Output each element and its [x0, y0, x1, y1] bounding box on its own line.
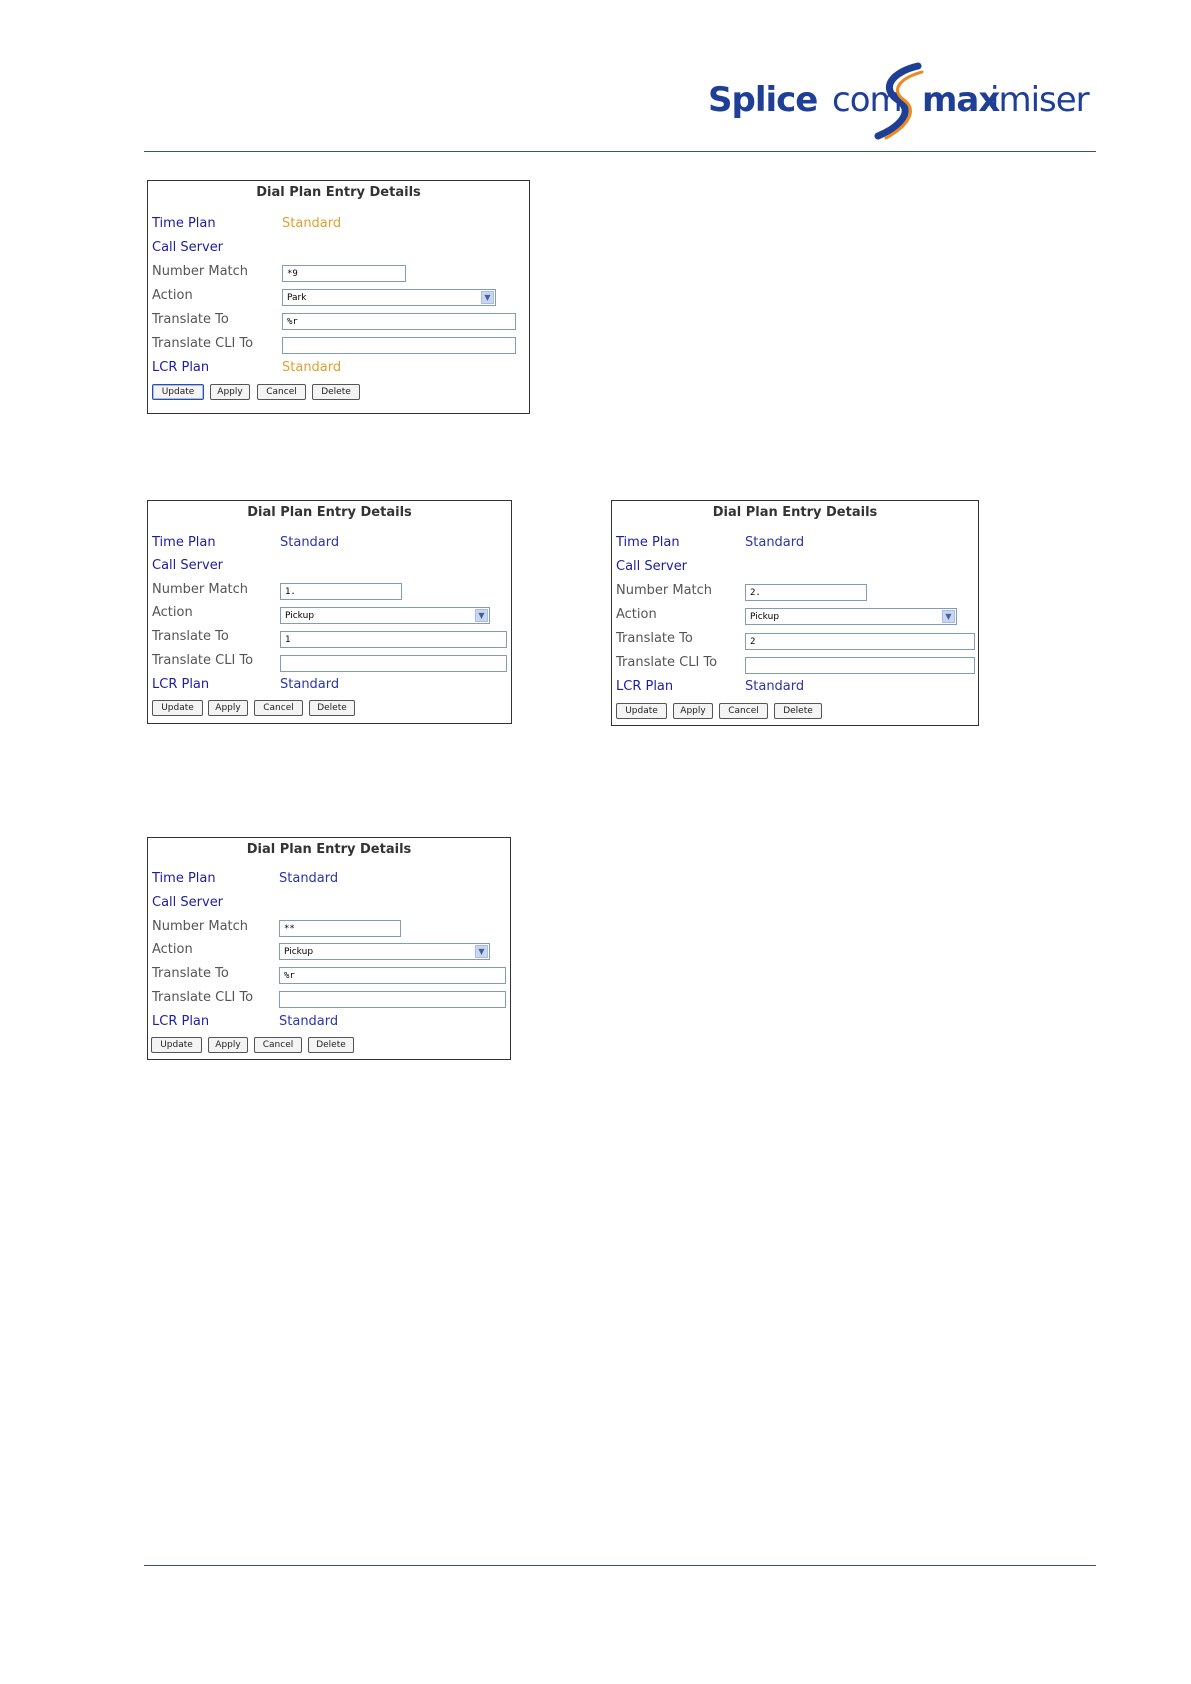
- translate-to-label: Translate To: [152, 966, 229, 981]
- action-label: Action: [152, 605, 193, 620]
- translate-cli-to-label: Translate CLI To: [152, 653, 254, 668]
- lcr-plan-value: Standard: [282, 360, 342, 375]
- translate-cli-to-input[interactable]: [745, 657, 975, 674]
- logo-text-splice: Splice: [708, 80, 818, 120]
- dial-plan-entry-panel-3: [611, 500, 979, 726]
- time-plan-value: Standard: [282, 216, 342, 231]
- action-select[interactable]: [279, 943, 490, 960]
- apply-button[interactable]: Apply: [208, 700, 248, 716]
- lcr-plan-link[interactable]: LCR Plan: [152, 1014, 210, 1029]
- apply-button[interactable]: Apply: [210, 384, 250, 400]
- translate-to-label: Translate To: [152, 312, 229, 327]
- action-select[interactable]: [280, 607, 490, 624]
- cancel-button[interactable]: Cancel: [719, 703, 768, 719]
- number-match-label: Number Match: [152, 582, 249, 597]
- translate-cli-to-input[interactable]: [282, 337, 516, 354]
- update-button[interactable]: Update: [151, 1037, 202, 1053]
- logo-text-max: max: [922, 80, 1000, 120]
- translate-cli-to-input[interactable]: [280, 655, 507, 672]
- update-button[interactable]: Update: [616, 703, 667, 719]
- dial-plan-entry-panel-4: [147, 837, 511, 1060]
- number-match-input[interactable]: **: [279, 920, 401, 937]
- time-plan-link[interactable]: Time Plan: [152, 216, 216, 231]
- apply-button[interactable]: Apply: [208, 1037, 248, 1053]
- chevron-down-icon[interactable]: ▼: [475, 945, 488, 958]
- lcr-plan-value: Standard: [279, 1014, 339, 1029]
- chevron-down-icon[interactable]: ▼: [481, 291, 494, 304]
- translate-cli-to-label: Translate CLI To: [152, 336, 254, 351]
- lcr-plan-link[interactable]: LCR Plan: [616, 679, 674, 694]
- panel-title: Dial Plan Entry Details: [256, 185, 421, 200]
- dial-plan-entry-panel-2: [147, 500, 512, 724]
- footer-rule: [144, 1565, 1096, 1566]
- delete-button[interactable]: Delete: [308, 1037, 354, 1053]
- header-rule: [144, 151, 1096, 152]
- translate-to-input[interactable]: %r: [279, 967, 506, 984]
- logo-text-imiser: imiser: [990, 80, 1089, 120]
- action-label: Action: [152, 942, 193, 957]
- panel-title: Dial Plan Entry Details: [247, 505, 412, 520]
- action-selected-value: Pickup: [285, 611, 315, 621]
- translate-cli-to-label: Translate CLI To: [152, 990, 254, 1005]
- call-server-link[interactable]: Call Server: [152, 558, 224, 573]
- chevron-down-icon[interactable]: ▼: [475, 609, 488, 622]
- delete-button[interactable]: Delete: [312, 384, 360, 400]
- call-server-link[interactable]: Call Server: [152, 240, 224, 255]
- delete-button[interactable]: Delete: [774, 703, 822, 719]
- lcr-plan-value: Standard: [745, 679, 805, 694]
- translate-to-input[interactable]: 1: [280, 631, 507, 648]
- lcr-plan-link[interactable]: LCR Plan: [152, 677, 210, 692]
- number-match-label: Number Match: [616, 583, 713, 598]
- number-match-label: Number Match: [152, 919, 249, 934]
- action-select[interactable]: [745, 608, 957, 625]
- splicecom-maximiser-logo: [708, 62, 1094, 144]
- call-server-link[interactable]: Call Server: [152, 895, 224, 910]
- translate-to-input[interactable]: %r: [282, 313, 516, 330]
- translate-cli-to-input[interactable]: [279, 991, 506, 1008]
- action-selected-value: Pickup: [284, 947, 314, 957]
- translate-to-input[interactable]: 2: [745, 633, 975, 650]
- call-server-link[interactable]: Call Server: [616, 559, 688, 574]
- cancel-button[interactable]: Cancel: [257, 384, 306, 400]
- time-plan-value: Standard: [279, 871, 339, 886]
- panel-title: Dial Plan Entry Details: [712, 505, 878, 520]
- lcr-plan-value: Standard: [280, 677, 340, 692]
- action-label: Action: [616, 607, 657, 622]
- update-button[interactable]: Update: [152, 384, 204, 400]
- action-selected-value: Park: [287, 293, 307, 303]
- apply-button[interactable]: Apply: [673, 703, 713, 719]
- time-plan-value: Standard: [280, 535, 340, 550]
- time-plan-link[interactable]: Time Plan: [152, 535, 216, 550]
- dial-plan-entry-panel-1: [147, 180, 530, 414]
- translate-to-label: Translate To: [152, 629, 229, 644]
- lcr-plan-link[interactable]: LCR Plan: [152, 360, 210, 375]
- delete-button[interactable]: Delete: [309, 700, 355, 716]
- logo-swoosh-icon: [872, 62, 928, 142]
- action-select[interactable]: [282, 289, 496, 306]
- time-plan-link[interactable]: Time Plan: [152, 871, 216, 886]
- number-match-label: Number Match: [152, 264, 249, 279]
- update-button[interactable]: Update: [152, 700, 203, 716]
- cancel-button[interactable]: Cancel: [254, 700, 303, 716]
- action-label: Action: [152, 288, 193, 303]
- time-plan-value: Standard: [745, 535, 805, 550]
- panel-title: Dial Plan Entry Details: [246, 842, 412, 857]
- logo-text-com: com: [832, 80, 902, 120]
- chevron-down-icon[interactable]: ▼: [942, 610, 955, 623]
- cancel-button[interactable]: Cancel: [254, 1037, 302, 1053]
- translate-cli-to-label: Translate CLI To: [616, 655, 718, 670]
- action-selected-value: Pickup: [750, 612, 780, 622]
- number-match-input[interactable]: *9: [282, 265, 406, 282]
- number-match-input[interactable]: 1.: [280, 583, 402, 600]
- number-match-input[interactable]: 2.: [745, 584, 867, 601]
- translate-to-label: Translate To: [616, 631, 693, 646]
- time-plan-link[interactable]: Time Plan: [616, 535, 680, 550]
